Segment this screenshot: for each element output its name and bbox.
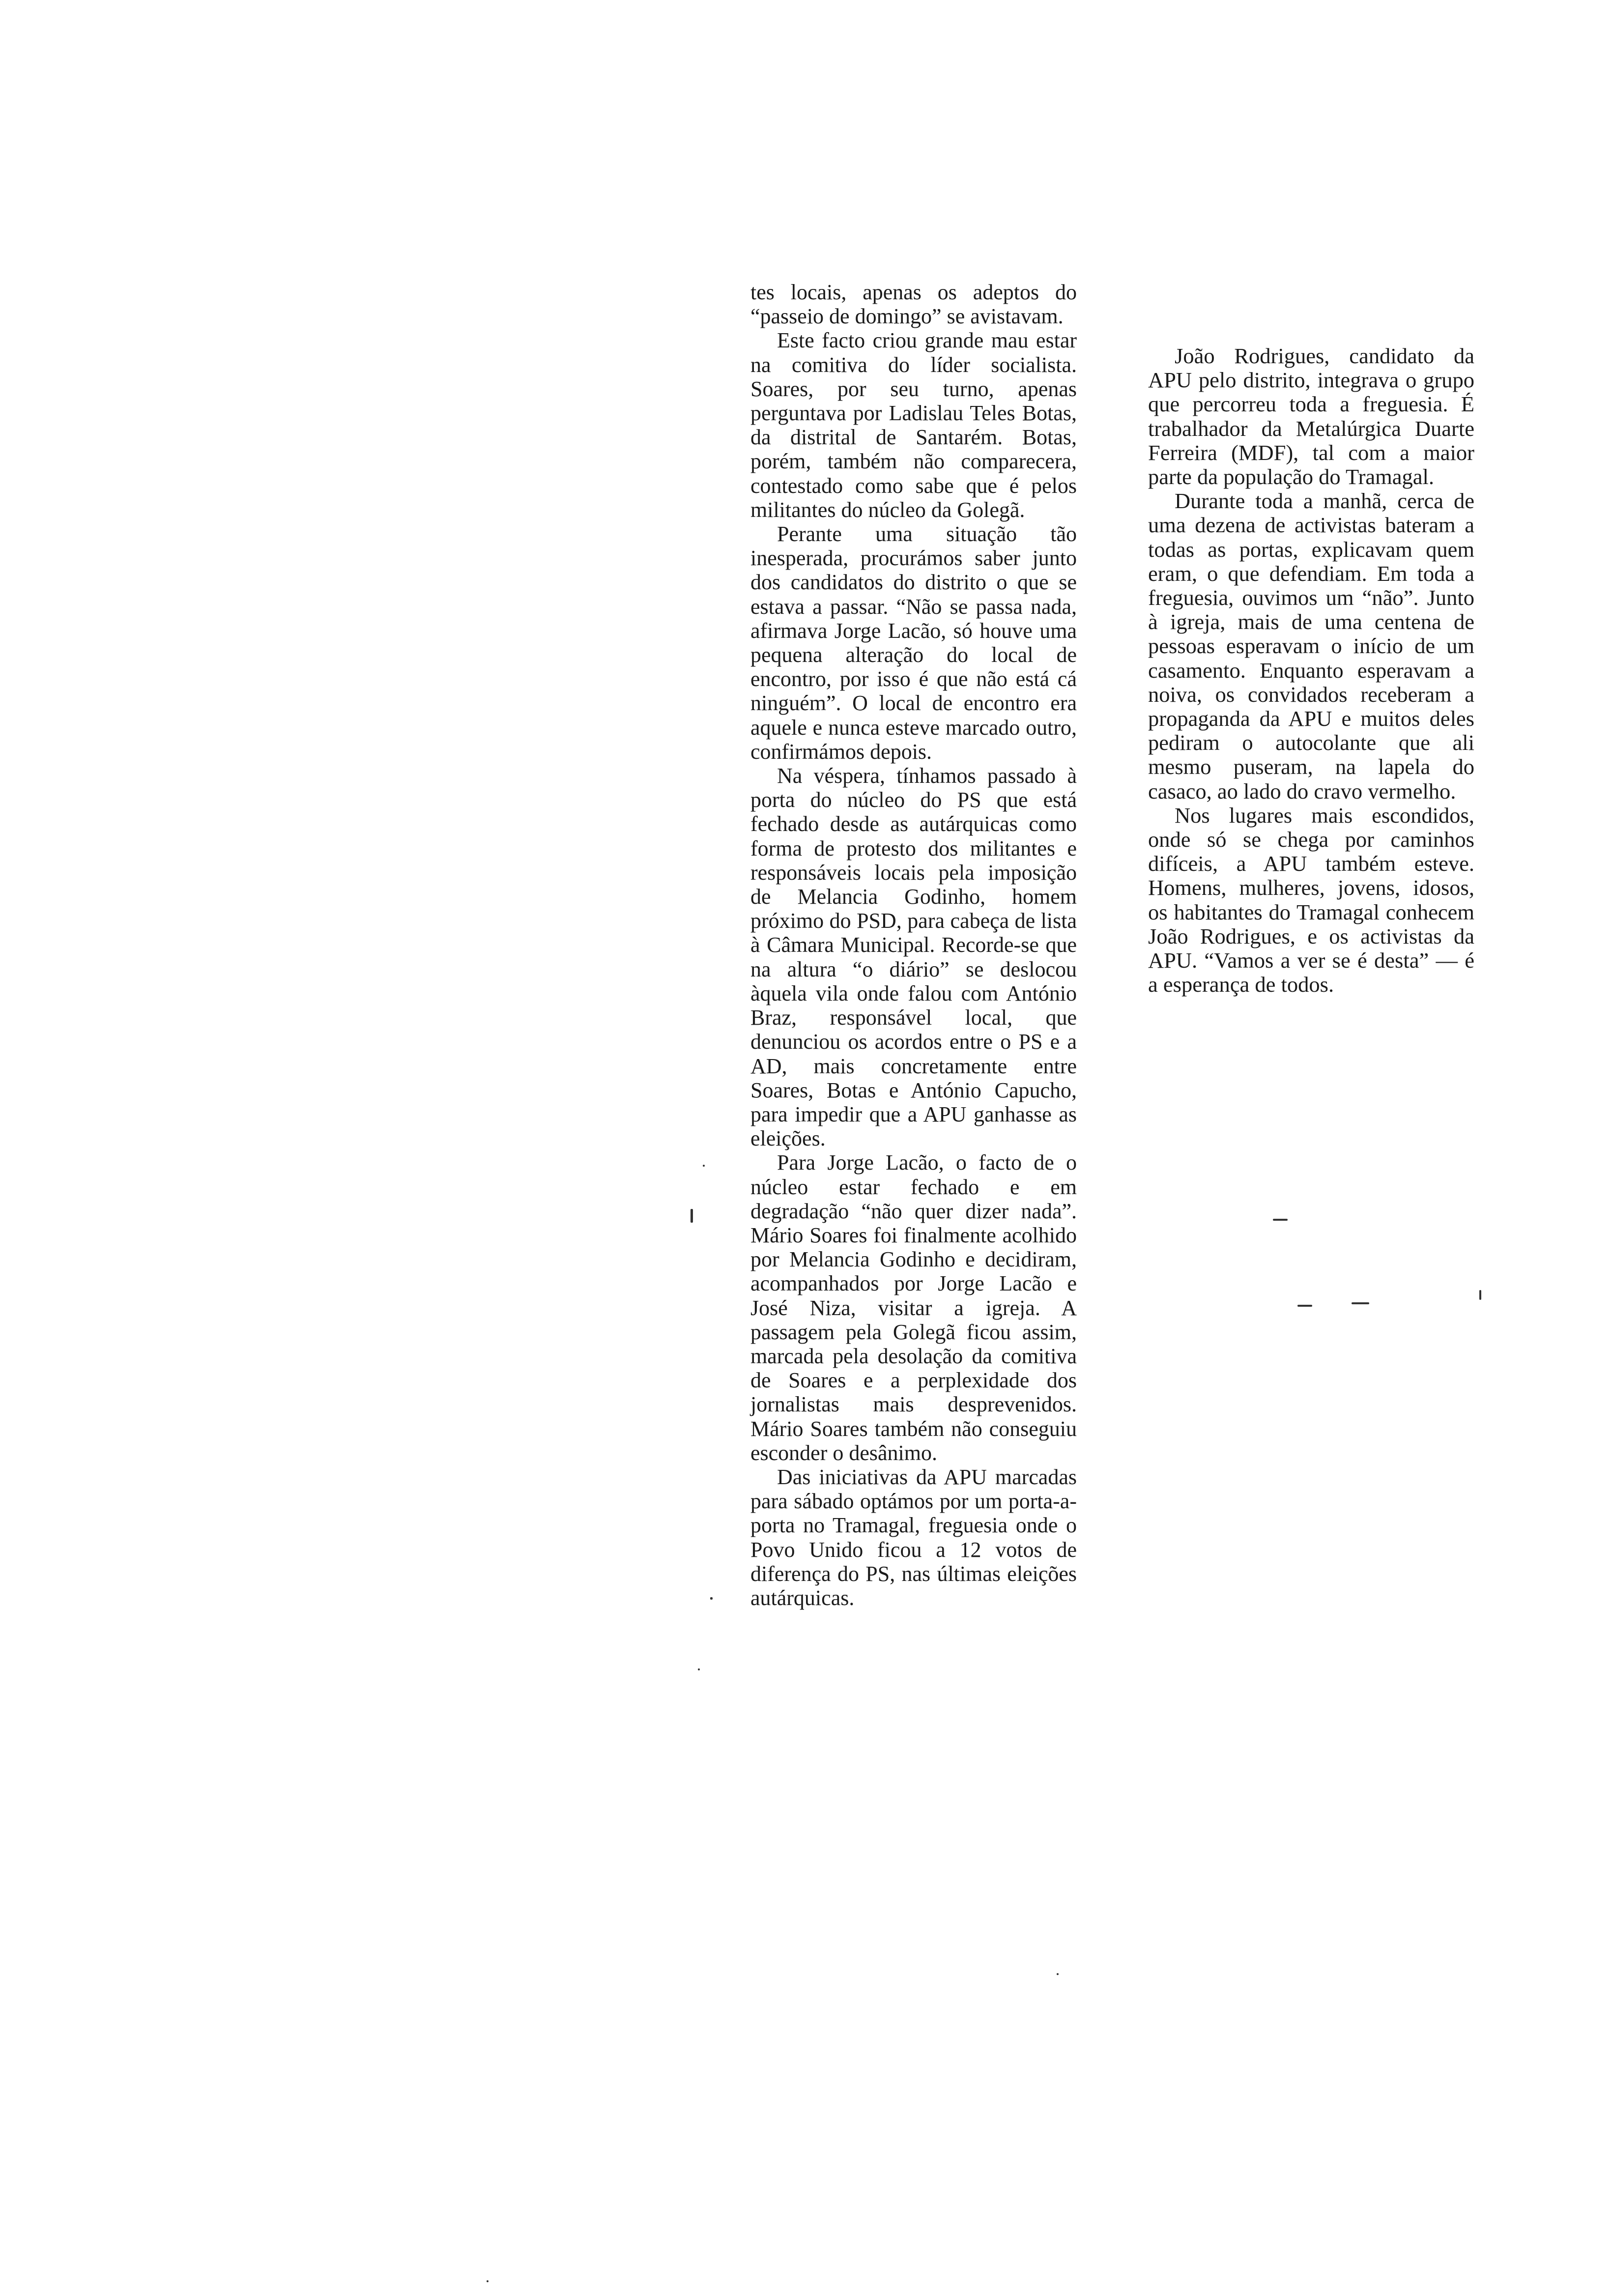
article-paragraph: Das iniciativas da APU marcadas para sábado optámos por um porta-a-porta no Tramagal, freguesia onde o Povo Unido ficou a 12 votos de diferença do PS, nas últimas eleições autárquicas. (750, 1464, 1077, 1610)
scan-speck (698, 1668, 700, 1670)
article-paragraph: João Rodrigues, candidato da APU pelo distrito, integrava o grupo que percorreu toda a freguesia. É trabalhador da Metalúrgica Duarte Ferreira (MDF), tal com a maior parte da população do Tramagal. (1148, 344, 1474, 489)
article-paragraph: Na véspera, tínhamos passado à porta do núcleo do PS que está fechado desde as autárquicas como forma de protesto dos militantes e responsáveis locais pela imposição de Melancia Godinho, homem próximo do PSD, para cabeça de lista à Câmara Municipal. Recorde-se que na altura “o diário” se deslocou àquela vila onde falou com António Braz, responsável local, que denunciou os acordos entre o PS e a AD, mais concretamente entre Soares, Botas e António Capucho, para impedir que a APU ganhasse as eleições. (750, 764, 1077, 1151)
scan-speck (1057, 1973, 1059, 1975)
article-paragraph: Perante uma situação tão inesperada, procurámos saber junto dos candidatos do distrito o que se estava a passar. “Não se passa nada, afirmava Jorge Lacão, só houve uma pequena alteração do local de encontro, por isso é que não está cá ninguém”. O local de encontro era aquele e nunca esteve marcado outro, confirmámos depois. (750, 522, 1077, 764)
scan-speck (1273, 1219, 1288, 1221)
article-column-left (750, 280, 1077, 1610)
article-paragraph: Para Jorge Lacão, o facto de o núcleo estar fechado e em degradação “não quer dizer nada”. Mário Soares foi finalmente acolhido por Melancia Godinho e decidiram, acompanhados por Jorge Lacão e José Niza, visitar a igreja. A passagem pela Golegã ficou assim, marcada pela desolação da comitiva de Soares e a perplexidade dos jornalistas mais desprevenidos. Mário Soares também não conseguiu esconder o desânimo. (750, 1150, 1077, 1465)
scan-speck (691, 1209, 693, 1223)
scan-speck (703, 1165, 705, 1167)
scan-speck (710, 1597, 713, 1600)
article-paragraph: Nos lugares mais escondidos, onde só se chega por caminhos difíceis, a APU também esteve. Homens, mulheres, jovens, idosos, os habitantes do Tramagal conhecem João Rodrigues, e os activistas da APU. “Vamos a ver se é desta” — é a esperança de todos. (1148, 803, 1474, 997)
scan-speck (1352, 1302, 1369, 1304)
scan-speck (1479, 1290, 1481, 1300)
article-paragraph: Durante toda a manhã, cerca de uma dezena de activistas bateram a todas as portas, explicavam quem eram, o que defendiam. Em toda a freguesia, ouvimos um “não”. Junto à igreja, mais de uma centena de pessoas esperavam o início de um casamento. Enquanto esperavam a noiva, os convidados receberam a propaganda da APU e muitos deles pediram o autocolante que ali mesmo puseram, na lapela do casaco, ao lado do cravo vermelho. (1148, 488, 1474, 804)
article-paragraph: tes locais, apenas os adeptos do “passeio de domingo” se avistavam. (750, 280, 1077, 329)
scan-speck (1297, 1305, 1312, 1307)
article-paragraph: Este facto criou grande mau estar na comitiva do líder socialista. Soares, por seu turno, apenas perguntava por Ladislau Teles Botas, da distrital de Santarém. Botas, porém, também não comparecera, contestado como sabe que é pelos militantes do núcleo da Golegã. (750, 328, 1077, 522)
article-column-right (1148, 344, 1474, 997)
scan-speck (487, 2280, 489, 2282)
